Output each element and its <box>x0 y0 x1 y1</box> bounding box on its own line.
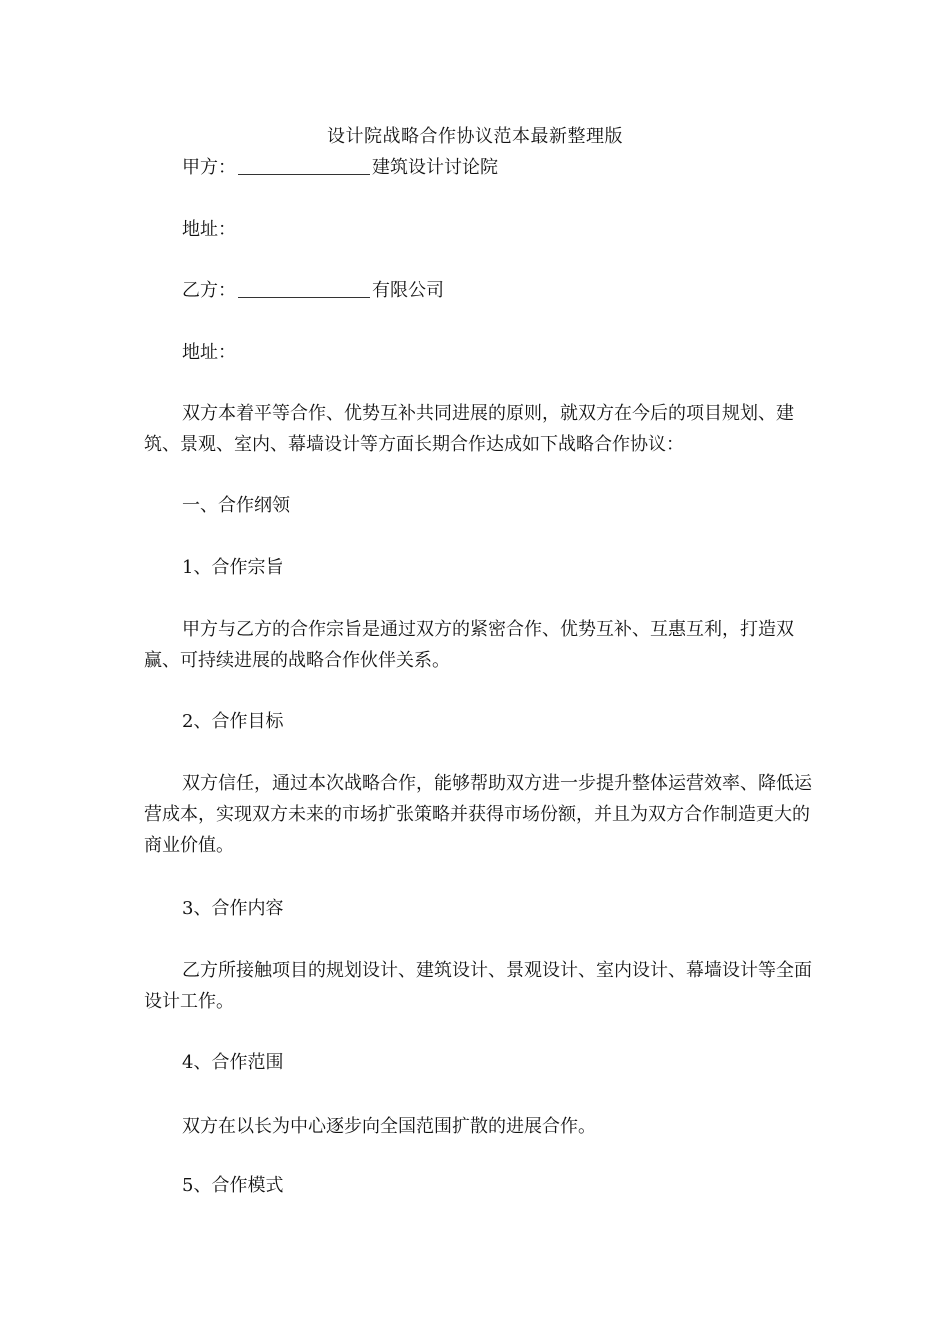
party-a-suffix: 建筑设计讨论院 <box>372 157 498 178</box>
item-4-heading: 4、合作范围 <box>182 1052 284 1073</box>
item-2-body: 双方信任，通过本次战略合作，能够帮助双方进一步提升整体运营效率、降低运营成本，实现双方未来的市场扩张策略并获得市场份额，并且为双方合作制造更大的商业价值。 <box>144 773 812 856</box>
intro-paragraph: 双方本着平等合作、优势互补共同进展的原则，就双方在今后的项目规划、建筑、景观、室内、幕墙设计等方面长期合作达成如下战略合作协议： <box>144 403 794 455</box>
party-b-suffix: 有限公司 <box>372 280 444 301</box>
item-4-body: 双方在以长为中心逐步向全国范围扩散的进展合作。 <box>182 1116 596 1137</box>
item-2-heading: 2、合作目标 <box>182 711 284 732</box>
item-1-heading: 1、合作宗旨 <box>182 557 284 578</box>
item-1-body: 甲方与乙方的合作宗旨是通过双方的紧密合作、优势互补、互惠互利，打造双赢、可持续进展的战略合作伙伴关系。 <box>144 619 794 671</box>
party-b-line <box>182 278 444 304</box>
party-a-address: 地址： <box>182 219 236 240</box>
item-3-heading: 3、合作内容 <box>182 898 284 919</box>
party-b-address: 地址： <box>182 342 236 363</box>
document-title: 设计院战略合作协议范本最新整理版 <box>327 126 623 147</box>
party-b-label: 乙方： <box>182 280 236 301</box>
party-a-label: 甲方： <box>182 157 236 178</box>
party-a-line <box>182 155 498 181</box>
item-3-body: 乙方所接触项目的规划设计、建筑设计、景观设计、室内设计、幕墙设计等全面设计工作。 <box>144 960 812 1012</box>
section-heading-1: 一、合作纲领 <box>182 495 290 516</box>
party-b-blank <box>238 279 370 298</box>
party-a-blank <box>238 156 370 175</box>
item-5-heading: 5、合作模式 <box>182 1175 284 1196</box>
